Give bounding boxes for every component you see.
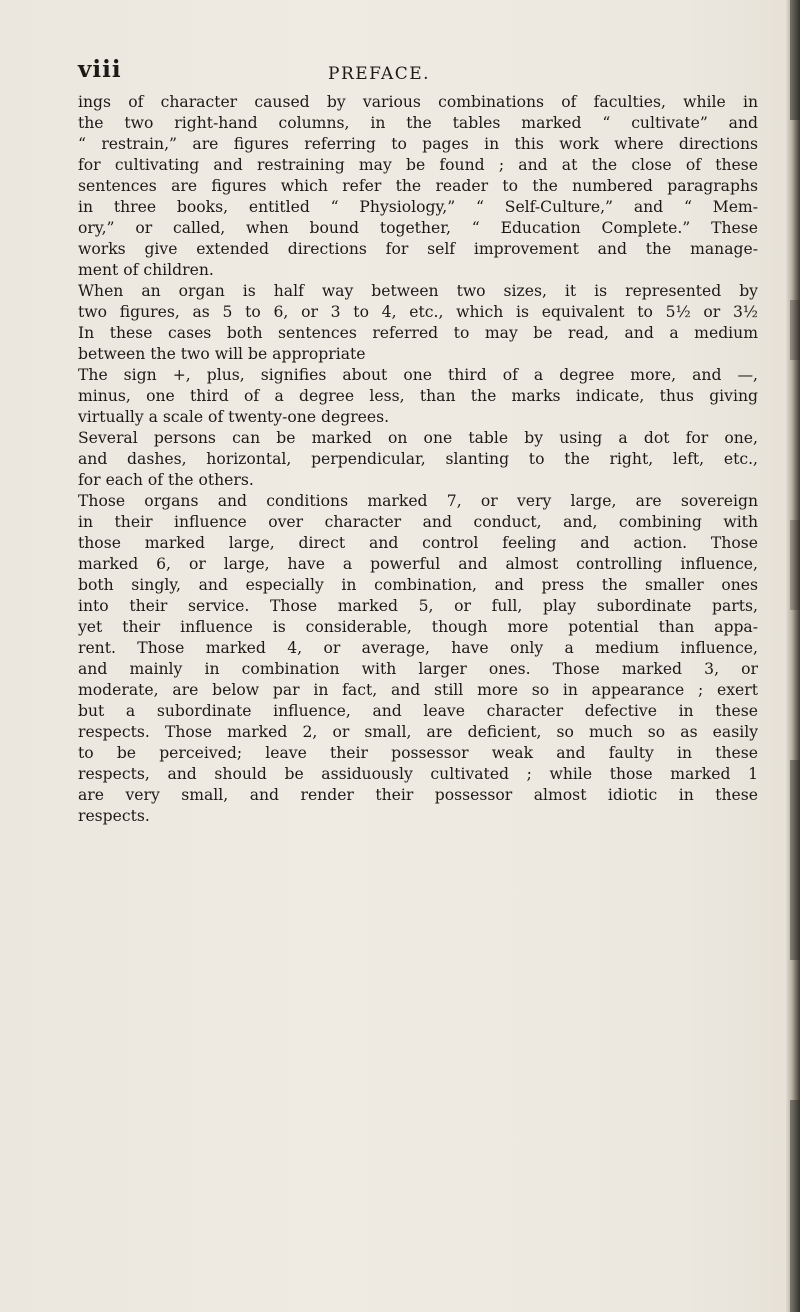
text-line: works give extended directions for self improvement and the manage- [78,240,758,258]
text-line: ory,” or called, when bound together, “ Education Complete.” These [78,219,758,237]
text-line: ment of children. [78,261,214,279]
page-edge-shadow [786,0,800,1312]
text-line: for cultivating and restraining may be found ; and at the close of these [78,156,758,174]
text-line: respects, and should be assiduously cultivated ; while those marked 1 [78,765,758,783]
text-line: between the two will be appropriate [78,345,366,363]
text-line: In these cases both sentences referred to may be read, and a medium [78,324,758,342]
page-number: viii [78,56,122,83]
text-line: marked 6, or large, have a powerful and almost controlling influence, [78,555,758,573]
text-line: respects. [78,807,150,825]
text-line: are very small, and render their possessor almost idiotic in these [78,786,758,804]
text-line: The sign +, plus, signifies about one third of a degree more, and —, [78,366,758,384]
running-title: PREFACE. [328,64,431,84]
text-line: in three books, entitled “ Physiology,” “ Self-Culture,” and “ Mem- [78,198,758,216]
text-line: and dashes, horizontal, perpendicular, slanting to the right, left, etc., [78,450,758,468]
text-line: to be perceived; leave their possessor weak and faulty in these [78,744,758,762]
text-line: virtually a scale of twenty-one degrees. [78,408,390,426]
text-line: both singly, and especially in combination, and press the smaller ones [78,576,758,594]
text-line: rent. Those marked 4, or average, have only a medium influence, [78,639,758,657]
text-line: but a subordinate influence, and leave character defective in these [78,702,758,720]
text-line: for each of the others. [78,471,254,489]
text-line: and mainly in combination with larger ones. Those marked 3, or [78,660,758,678]
text-line: respects. Those marked 2, or small, are deficient, so much so as easily [78,723,758,741]
paragraph-5 [78,491,758,827]
paragraph-1 [78,92,758,281]
text-line: Those organs and conditions marked 7, or very large, are sovereign [78,492,758,510]
text-line: sentences are figures which refer the reader to the numbered paragraphs [78,177,758,195]
paragraph-4 [78,428,758,491]
text-line: yet their influence is considerable, though more potential than appa- [78,618,758,636]
text-line: the two right-hand columns, in the tables marked “ cultivate” and [78,114,758,132]
text-line: into their service. Those marked 5, or full, play subordinate parts, [78,597,758,615]
paragraph-3 [78,365,758,428]
text-line: Several persons can be marked on one table by using a dot for one, [78,429,758,447]
text-line: When an organ is half way between two sizes, it is represented by [78,282,758,300]
text-line: those marked large, direct and control feeling and action. Those [78,534,758,552]
text-line: moderate, are below par in fact, and still more so in appearance ; exert [78,681,758,699]
text-line: ings of character caused by various combinations of faculties, while in [78,93,758,111]
paragraph-2 [78,281,758,365]
text-line: minus, one third of a degree less, than the marks indicate, thus giving [78,387,758,405]
text-line: “ restrain,” are figures referring to pages in this work where directions [78,135,758,153]
text-line: in their influence over character and conduct, and, combining with [78,513,758,531]
body-text [78,92,758,827]
text-line: two figures, as 5 to 6, or 3 to 4, etc., which is equivalent to 5½ or 3½ [78,303,758,321]
